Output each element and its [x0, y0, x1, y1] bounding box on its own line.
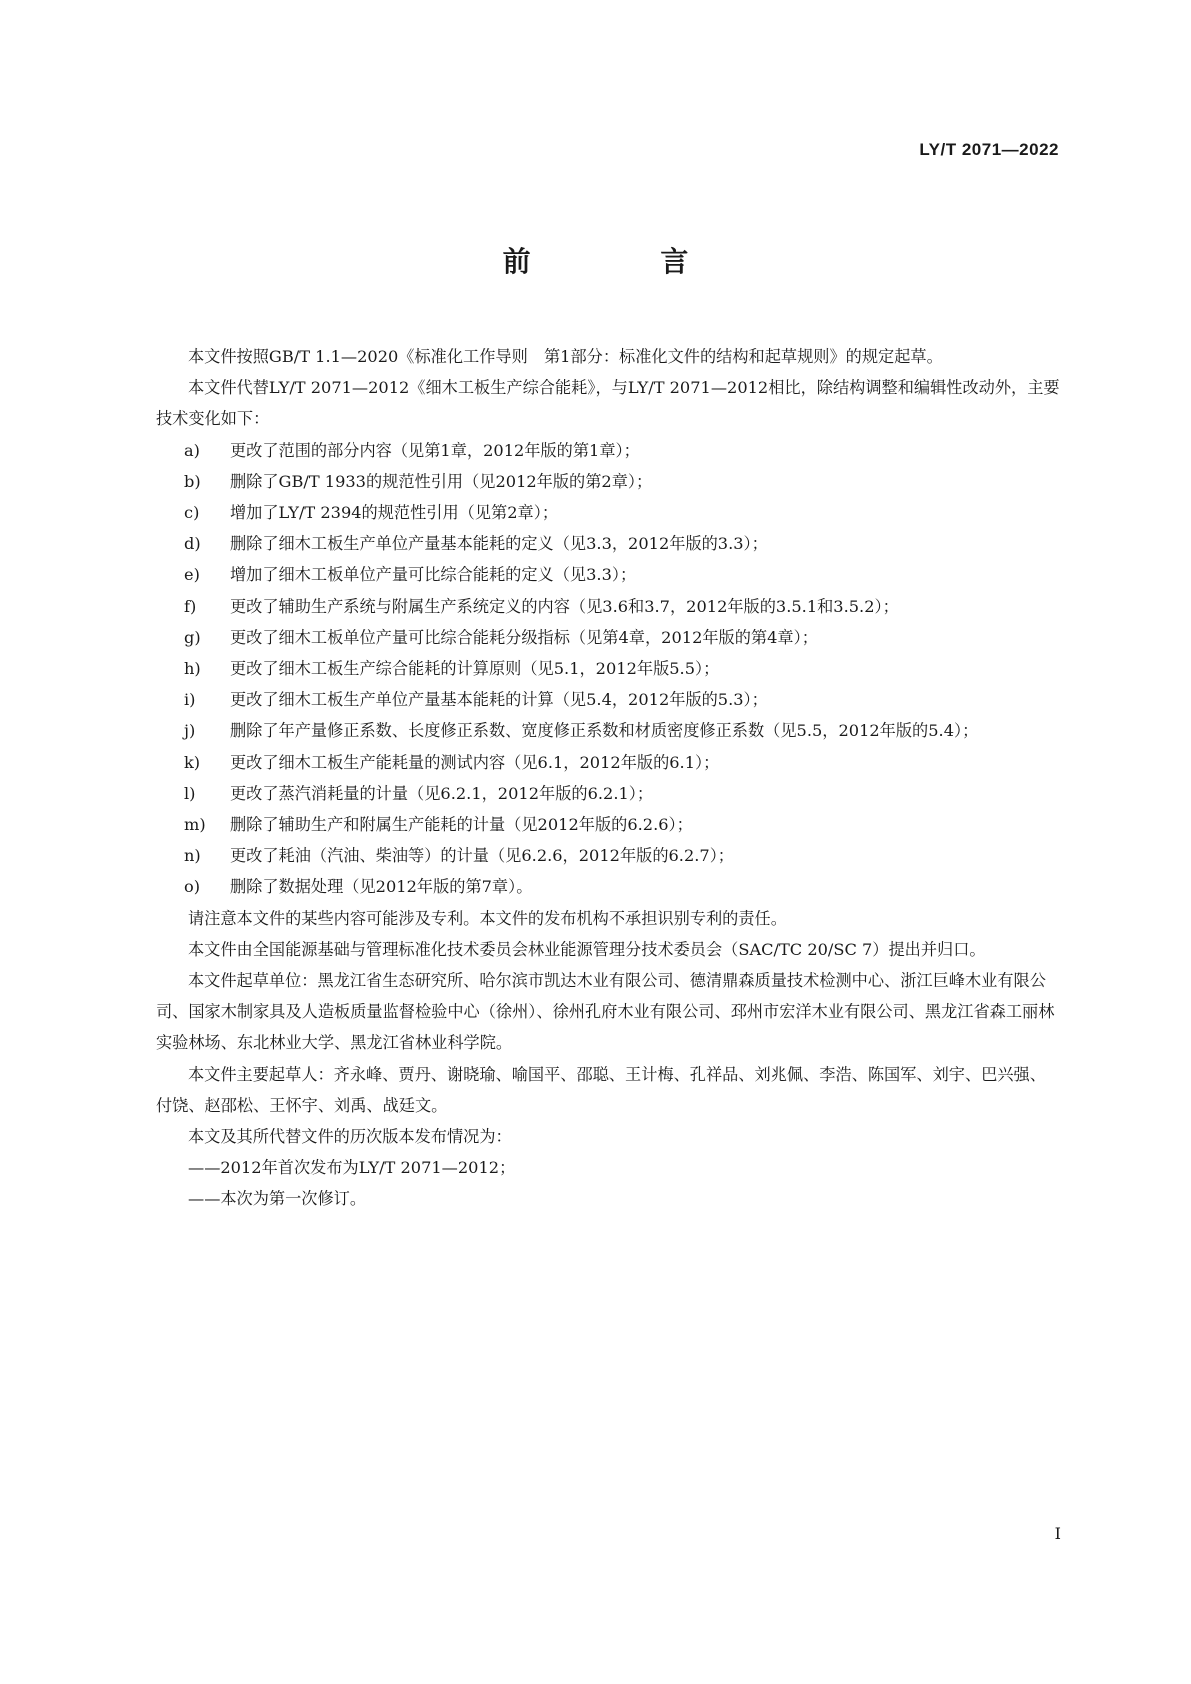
history-intro-paragraph: 本文及其所代替文件的历次版本发布情况为： — [188, 1127, 512, 1147]
list-item — [156, 840, 1062, 871]
history-item: ——本次为第一次修订。 — [188, 1189, 367, 1209]
list-item — [156, 591, 1062, 622]
list-item-text: 删除了辅助生产和附属生产能耗的计量（见2012年版的6.2.6）； — [230, 815, 693, 835]
list-item — [156, 809, 1062, 840]
list-item-marker: g) — [184, 627, 201, 647]
list-item-text: 增加了细木工板单位产量可比综合能耗的定义（见3.3）； — [230, 565, 637, 585]
list-item — [156, 497, 1062, 528]
list-item — [156, 871, 1062, 902]
list-item-marker: o) — [184, 877, 201, 897]
list-item — [156, 653, 1062, 684]
list-item-text: 删除了细木工板生产单位产量基本能耗的定义（见3.3，2012年版的3.3）； — [230, 534, 768, 554]
list-item-text: 更改了细木工板单位产量可比综合能耗分级指标（见第4章，2012年版的第4章）； — [230, 627, 818, 647]
page-title: 前 言 — [502, 245, 749, 278]
list-item — [156, 747, 1062, 778]
list-item-text: 更改了范围的部分内容（见第1章，2012年版的第1章）； — [230, 440, 640, 460]
list-item-text: 更改了辅助生产系统与附属生产系统定义的内容（见3.6和3.7，2012年版的3.5.1和3.5.2）； — [230, 596, 899, 616]
list-item-marker: b) — [184, 471, 201, 491]
list-item-text: 删除了数据处理（见2012年版的第7章）。 — [230, 877, 533, 897]
history-item: ——2012年首次发布为LY/T 2071—2012； — [188, 1158, 516, 1178]
list-item-marker: e) — [184, 565, 200, 585]
list-item-text: 更改了细木工板生产能耗量的测试内容（见6.1，2012年版的6.1）； — [230, 752, 720, 772]
list-item — [156, 528, 1062, 559]
list-item-text: 更改了耗油（汽油、柴油等）的计量（见6.2.6，2012年版的6.2.7）； — [230, 846, 734, 866]
list-item — [156, 466, 1062, 497]
list-item-text: 更改了细木工板生产单位产量基本能耗的计算（见5.4，2012年版的5.3）； — [230, 690, 768, 710]
list-item-marker: k) — [184, 752, 201, 772]
patent-notice-paragraph: 请注意本文件的某些内容可能涉及专利。本文件的发布机构不承担识别专利的责任。 — [188, 908, 787, 928]
list-item-marker: i) — [184, 690, 196, 710]
proposer-paragraph: 本文件由全国能源基础与管理标准化技术委员会林业能源管理分技术委员会（SAC/TC 20/SC 7）提出并归口。 — [188, 939, 986, 959]
list-item-marker: c) — [184, 503, 200, 523]
version-history-list — [156, 1152, 1062, 1214]
list-item-text: 更改了蒸汽消耗量的计量（见6.2.1，2012年版的6.2.1）； — [230, 783, 654, 803]
page-number: I — [1054, 1524, 1061, 1543]
intro-paragraph: 本文件按照GB/T 1.1—2020《标准化工作导则 第1部分：标准化文件的结构和起草规则》的规定起草。 — [188, 347, 943, 366]
changes-list — [156, 435, 1062, 903]
list-item-marker: m) — [184, 815, 206, 835]
list-item — [156, 684, 1062, 715]
list-item-marker: a) — [184, 440, 200, 460]
drafting-units-paragraph: 本文件起草单位：黑龙江省生态研究所、哈尔滨市凯达木业有限公司、德清鼎森质量技术检测中心、浙江巨峰木业有限公司、国家木制家具及人造板质量监督检验中心（徐州）、徐州孔府木业有限公司、邳州市宏洋木业有限公司、黑龙江省森工丽林实验林场、东北林业大学、黑龙江省林业科学院。 — [156, 971, 1055, 1053]
list-item-marker: f) — [184, 596, 197, 616]
list-item — [156, 778, 1062, 809]
list-item-text: 更改了细木工板生产综合能耗的计算原则（见5.1，2012年版5.5）； — [230, 659, 720, 679]
preface-body — [156, 341, 1062, 1215]
list-item-text: 增加了LY/T 2394的规范性引用（见第2章）； — [230, 503, 559, 523]
list-item-marker: h) — [184, 659, 201, 679]
list-item — [156, 559, 1062, 590]
document-code: LY/T 2071—2022 — [919, 140, 1059, 159]
list-item — [156, 435, 1062, 466]
list-item-marker: d) — [184, 534, 201, 554]
list-item-marker: n) — [184, 846, 201, 866]
list-item — [156, 622, 1062, 653]
intro-paragraph: 本文件代替LY/T 2071—2012《细木工板生产综合能耗》，与LY/T 2071—2012相比，除结构调整和编辑性改动外，主要技术变化如下： — [156, 378, 1060, 429]
list-item-marker: j) — [184, 721, 196, 741]
list-item-marker: l) — [184, 783, 196, 803]
drafters-paragraph: 本文件主要起草人：齐永峰、贾丹、谢晓瑜、喻国平、邵聪、王计梅、孔祥品、刘兆佩、李浩、陈国军、刘宇、巴兴强、付饶、赵邵松、王怀宇、刘禹、战廷文。 — [156, 1064, 1046, 1115]
list-item — [156, 715, 1062, 746]
list-item-text: 删除了GB/T 1933的规范性引用（见2012年版的第2章）； — [230, 471, 653, 491]
list-item-text: 删除了年产量修正系数、长度修正系数、宽度修正系数和材质密度修正系数（见5.5，2012年版的5.4）； — [230, 721, 979, 741]
